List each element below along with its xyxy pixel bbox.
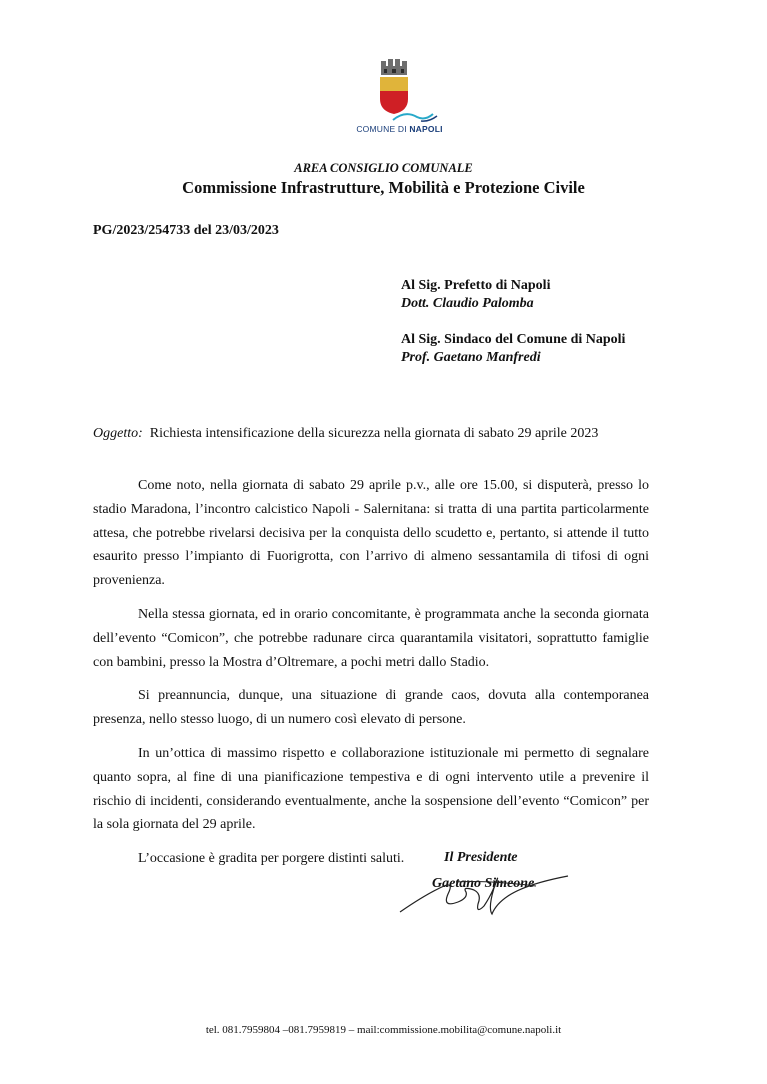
- letter-body: [93, 474, 649, 881]
- recipient-name: Al Sig. Sindaco del Comune di Napoli: [401, 332, 626, 347]
- recipient-name: Al Sig. Prefetto di Napoli: [401, 278, 551, 293]
- footer-contacts: tel. 081.7959804 –081.7959819 – mail:commissione.mobilita@comune.napoli.it: [205, 1024, 562, 1036]
- subject-line: [93, 426, 598, 442]
- closing-title: Il Presidente: [444, 850, 518, 865]
- closing-name: Gaetano Simeone: [432, 876, 535, 891]
- subject-label: Oggetto:: [93, 426, 143, 441]
- wave-logo-icon: [391, 108, 439, 124]
- body-paragraph: L’occasione è gradita per porgere distinti saluti.: [138, 851, 405, 867]
- logo-text-bold: NAPOLI: [409, 124, 443, 134]
- body-paragraph: Nella stessa giornata, ed in orario concomitante, è programmata anche la seconda giornata dell’evento “Comicon”, che potrebbe radunare circa quarantamila visitatori, soprattutto famiglie con bambini, presso la Mostra d’Oltremare, a pochi metri dallo Stadio.: [93, 606, 649, 670]
- body-paragraph: Come noto, nella giornata di sabato 29 aprile p.v., alle ore 15.00, si disputerà, presso lo stadio Maradona, l’incontro calcistico Napoli - Salernitana: si tratta di una partita particolarmente attesa, che potrebbe rivelarsi decisiva per la conquista dello scudetto e, pertanto, si attende il tutto esaurito presso l’impianto di Fuorigrotta, con l’arrivo di almeno sessantamila di tifosi di ogni provenienza.: [93, 478, 649, 589]
- body-paragraph: Si preannuncia, dunque, una situazione di grande caos, dovuta alla contemporanea presenza, nello stesso luogo, di un numero così elevato di persone.: [93, 688, 649, 728]
- recipient-prefetto: [401, 277, 550, 313]
- protocol-number: PG/2023/254733 del 23/03/2023: [93, 223, 279, 238]
- recipient-person: Dott. Claudio Palomba: [401, 296, 534, 311]
- body-paragraph: In un’ottica di massimo rispetto e collaborazione istituzionale mi permetto di segnalare quanto sopra, al fine di una pianificazione tempestiva e di ogni intervento utile a prevenire il rischio di incidenti, considerando eventualmente, anche la sospensione dell’evento “Comicon” per la sola giornata del 29 aprile.: [93, 745, 649, 833]
- subject-text: Richiesta intensificazione della sicurezza nella giornata di sabato 29 aprile 2023: [149, 426, 599, 441]
- recipient-sindaco: [401, 331, 625, 367]
- naples-coat-of-arms-icon: [377, 57, 411, 115]
- area-heading: AREA CONSIGLIO COMUNALE: [294, 161, 473, 175]
- logo-text-light: COMUNE DI: [356, 124, 410, 134]
- logo-text: [352, 124, 447, 134]
- handwritten-signature: [396, 864, 571, 924]
- commission-title: Commissione Infrastrutture, Mobilità e Protezione Civile: [182, 178, 585, 197]
- recipient-person: Prof. Gaetano Manfredi: [401, 350, 541, 365]
